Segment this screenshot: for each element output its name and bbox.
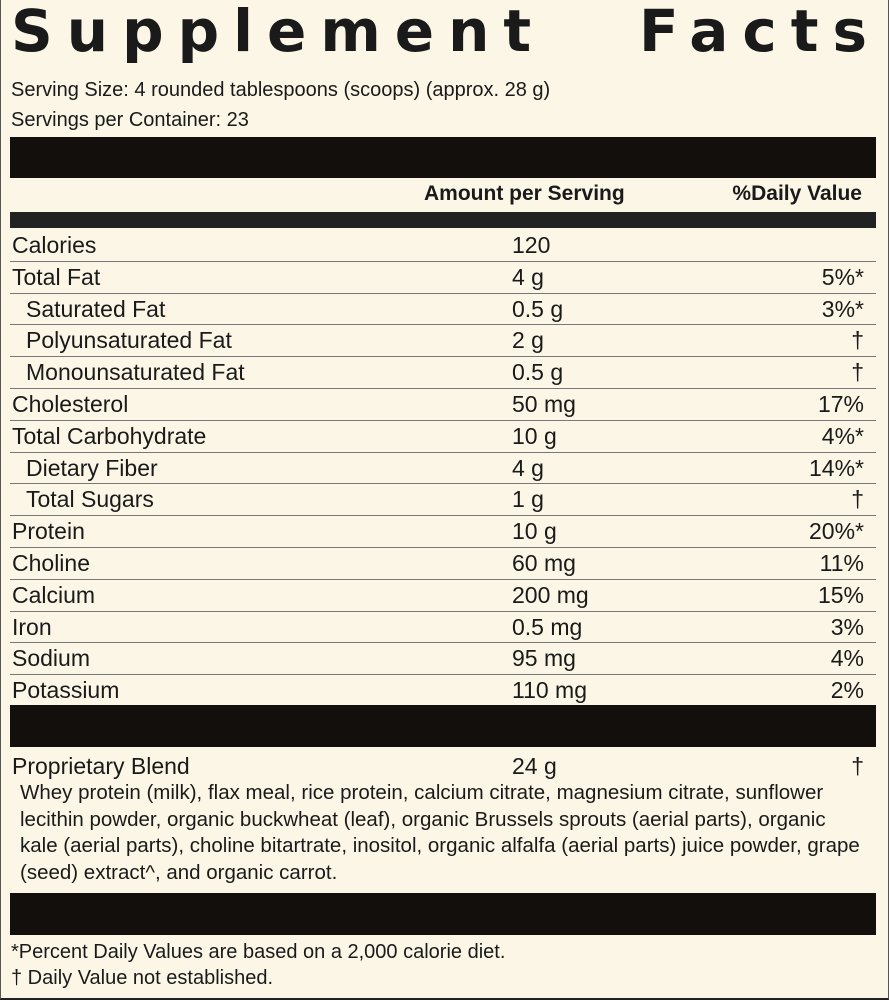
nutrient-name: Cholesterol — [12, 391, 129, 417]
nutrient-daily-value: 4%* — [821, 422, 864, 449]
nutrient-name: Saturated Fat — [26, 295, 166, 322]
nutrient-row — [10, 293, 876, 325]
row-divider — [10, 547, 876, 548]
nutrient-amount: 60 mg — [512, 550, 576, 576]
nutrient-row — [10, 229, 876, 261]
nutrient-daily-value: 2% — [830, 677, 864, 704]
nutrient-name: Total Carbohydrate — [12, 422, 207, 449]
nutrient-row — [10, 674, 876, 706]
nutrient-daily-value: 14%* — [809, 454, 864, 481]
title-word-facts: Facts — [639, 0, 881, 65]
thick-bar-top — [10, 137, 876, 178]
proprietary-blend-row — [10, 750, 876, 782]
nutrient-name: Total Fat — [12, 263, 101, 290]
nutrient-amount: 4 g — [512, 263, 544, 290]
blend-ingredients: Whey protein (milk), flax meal, rice protein, calcium citrate, magnesium citrate, sunflower lecithin powder, organic buckwheat (leaf), organic Brussels sprouts (aerial parts), organic kale (aerial parts), choline bitartrate, inositol, organic alfalfa (aerial parts) juice powder, grape (seed) extract^, and organic carrot. — [20, 781, 860, 884]
nutrient-daily-value: 4% — [830, 645, 864, 672]
nutrient-daily-value: 3%* — [821, 295, 864, 322]
thick-bar-bottom — [10, 893, 876, 935]
nutrient-daily-value: 20%* — [809, 518, 864, 545]
nutrient-daily-value: 3% — [830, 613, 864, 640]
nutrient-row — [10, 420, 876, 452]
nutrient-name: Choline — [12, 550, 90, 576]
nutrient-row — [10, 611, 876, 643]
nutrient-amount: 0.5 g — [512, 295, 564, 322]
blend-name: Proprietary Blend — [12, 753, 190, 779]
nutrient-name: Monounsaturated Fat — [26, 359, 245, 386]
nutrient-name: Protein — [12, 518, 85, 545]
header-divider — [10, 212, 876, 228]
row-divider — [10, 611, 876, 612]
nutrient-row — [10, 547, 876, 579]
nutrient-name: Calcium — [12, 581, 96, 608]
nutrient-row — [10, 356, 876, 388]
nutrient-daily-value: 17% — [817, 391, 864, 417]
nutrient-amount: 1 g — [512, 486, 544, 513]
nutrient-amount: 110 mg — [512, 677, 588, 704]
nutrient-name: Sodium — [12, 645, 90, 672]
nutrient-row — [10, 642, 876, 674]
thick-bar-middle — [10, 705, 876, 747]
nutrient-daily-value: 11% — [819, 550, 864, 576]
nutrient-amount: 10 g — [512, 518, 557, 545]
nutrient-row — [10, 579, 876, 611]
nutrient-amount: 120 — [512, 232, 551, 258]
serving-size: Serving Size: 4 rounded tablespoons (scoops) (approx. 28 g) — [11, 79, 551, 101]
nutrient-daily-value: † — [851, 359, 864, 386]
row-divider — [10, 388, 876, 389]
footnote-percent-daily-values: *Percent Daily Values are based on a 2,000 calorie diet. — [11, 941, 506, 963]
nutrient-row — [10, 388, 876, 420]
nutrient-amount: 0.5 g — [512, 359, 564, 386]
nutrient-amount: 50 mg — [512, 391, 576, 417]
nutrient-amount: 2 g — [512, 327, 544, 354]
nutrient-row — [10, 515, 876, 547]
nutrient-amount: 10 g — [512, 422, 557, 449]
nutrient-name: Dietary Fiber — [26, 454, 158, 481]
header-amount-per-serving: Amount per Serving — [424, 182, 625, 205]
nutrient-daily-value: 5%* — [821, 263, 864, 290]
row-divider — [10, 261, 876, 262]
panel-title — [11, 0, 881, 68]
row-divider — [10, 579, 876, 580]
nutrient-name: Potassium — [12, 677, 120, 704]
nutrient-amount: 4 g — [512, 454, 544, 481]
row-divider — [10, 515, 876, 516]
nutrient-name: Calories — [12, 232, 97, 258]
nutrient-amount: 200 mg — [512, 581, 589, 608]
nutrient-daily-value: 15% — [817, 581, 864, 608]
blend-daily-value: † — [851, 753, 864, 779]
nutrient-amount: 0.5 mg — [512, 613, 583, 640]
blend-amount: 24 g — [512, 753, 557, 779]
nutrient-name: Polyunsaturated Fat — [26, 327, 232, 354]
nutrient-name: Iron — [12, 613, 52, 640]
footnote-dagger: † Daily Value not established. — [11, 967, 274, 989]
nutrient-row — [10, 324, 876, 356]
servings-per-container: Servings per Container: 23 — [11, 109, 249, 131]
nutrient-amount: 95 mg — [512, 645, 576, 672]
nutrient-daily-value: † — [851, 327, 864, 354]
header-daily-value: %Daily Value — [732, 182, 862, 205]
title-word-supplement: Supplement — [11, 0, 546, 65]
nutrient-row — [10, 261, 876, 293]
row-divider — [10, 642, 876, 643]
nutrient-row — [10, 483, 876, 515]
nutrient-daily-value: † — [851, 486, 864, 513]
row-divider — [10, 674, 876, 675]
nutrient-name: Total Sugars — [26, 486, 154, 513]
nutrient-row — [10, 452, 876, 484]
